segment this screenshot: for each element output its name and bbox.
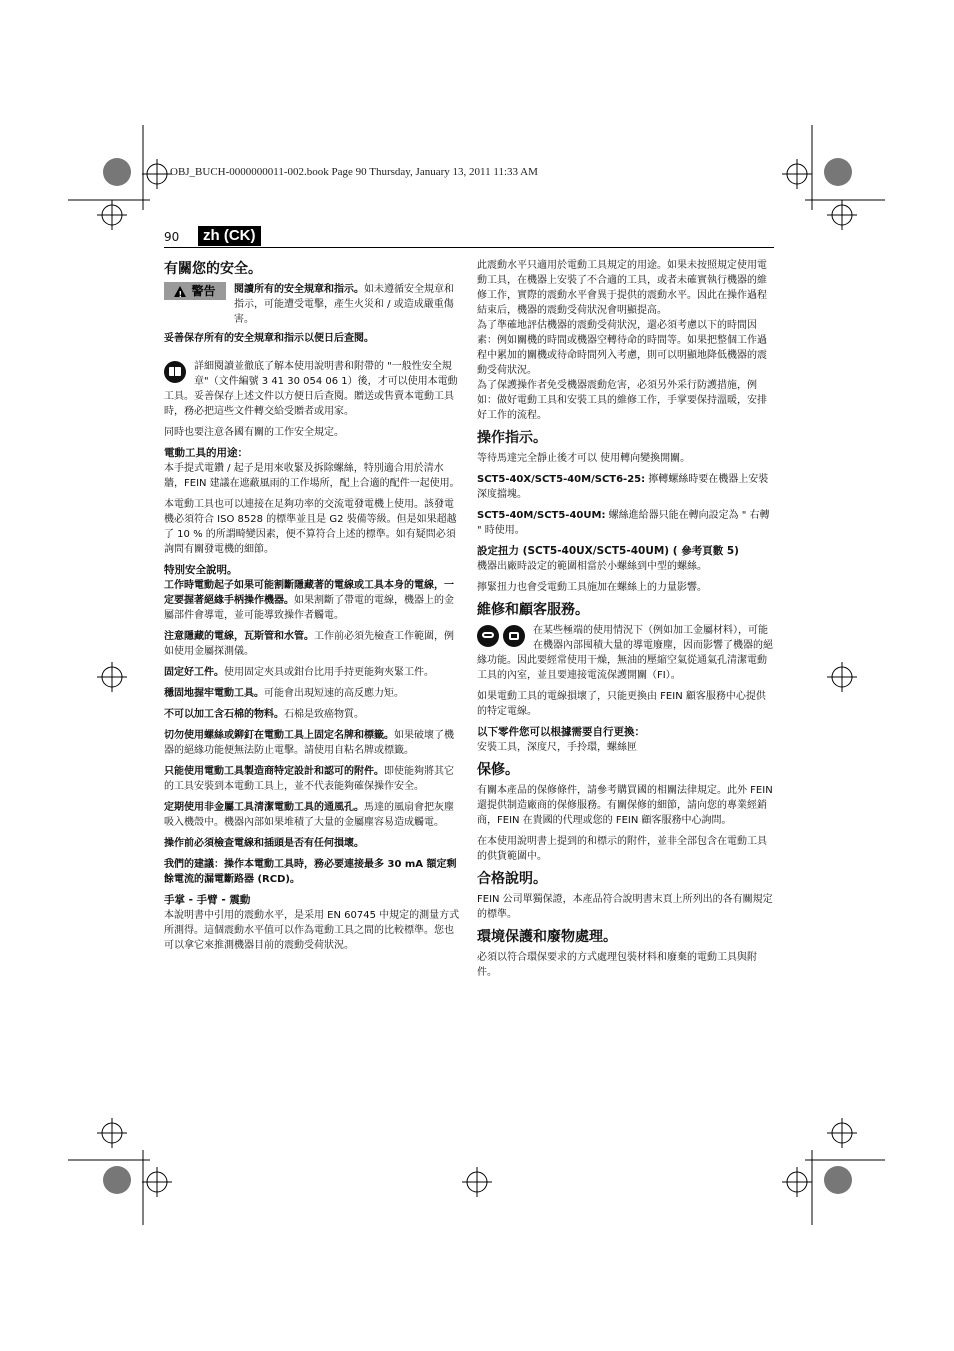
safety-3-bold: 固定好工件。 (164, 667, 224, 678)
warning-triangle-icon (174, 286, 186, 297)
page-number: 90 (164, 230, 180, 244)
vibration-text: 本說明書中引用的震動水平，是采用 EN 60745 中規定的測量方式所測得。這個震動水平值可以作為電動工具之間的比較標準。您也可以拿它來推測機器目前的震動受荷狀況。 (164, 910, 460, 951)
operation-title: 操作指示。 (477, 430, 547, 446)
generator-text: 本電動工具也可以連接在足夠功率的交流電發電機上使用。該發電機必須符合 ISO 8528 的標準並且是 G2 裝備等級。但是如果超越了 10 % 的所謂畸變因素，便不算符合上述的標準。如有疑問必須詢問有關發電機的細節。 (164, 499, 457, 555)
vibration-p2: 為了準確地評估機器的震動受荷狀況，還必須考慮以下的時間因素：例如關機的時間或機器空轉待命的時間等。如果把整個工作過程中累加的關機或待命時間列入考慮，則可以明顯地降低機器的震動受荷狀況。 (477, 320, 767, 376)
operation-p2-bold: SCT5-40X/SCT5-40M/SCT6-25: (477, 474, 646, 485)
safety-5-bold: 不可以加工含石棉的物料。 (164, 709, 284, 720)
read-manual-icon (164, 361, 186, 383)
safety-2-text: 工作前必須先檢查工作範圍，例如使用金屬探測儀。 (164, 631, 454, 657)
intended-use-title: 電動工具的用途： (164, 447, 248, 459)
book-info: OBJ_BUCH-0000000011-002.book Page 90 Thursday, January 13, 2011 11:33 AM (170, 166, 538, 178)
conformity-title: 合格說明。 (477, 871, 547, 887)
vibration-title: 手掌 - 手臂 - 震動 (164, 894, 251, 906)
warning-label: 警告 (191, 283, 216, 298)
manual-text: 詳細閱讀並徹底了解本使用說明書和附帶的 "一般性安全規章"（文件編號 3 41 30 054 06 1）後，才可以使用本電動工具。妥善保存上述文件以方便日后查閱。贈送或售賣本電動工具時，務必把這些文件轉交給受贈者或用家。 (164, 361, 458, 417)
safety-4-text: 可能會出現短速的高反應力矩。 (264, 688, 404, 699)
service-p2: 如果電動工具的電線損壞了，只能更換由 FEIN 顧客服務中心提供的特定電線。 (477, 691, 766, 717)
torque-p1: 機器出廠時設定的範圍相當於小螺絲到中型的螺絲。 (477, 561, 707, 572)
safety-1-text: 如果割斷了帶電的電線，機器上的金屬部件會導電，並可能導致操作者觸電。 (164, 595, 454, 621)
national-rules: 同時也要注意各國有關的工作安全規定。 (164, 427, 344, 438)
vibration-p3: 為了保護操作者免受機器震動危害，必須另外采行防護措施，例如：做好電動工具和安裝工具的維修工作，手掌要保持溫暖，安排好工作的流程。 (477, 380, 767, 421)
warning-text: 如未遵循安全規章和指示，可能遭受電擊，產生火災和 / 或造成嚴重傷害。 (234, 284, 454, 325)
environment-text: 必須以符合環保要求的方式處理包裝材料和廢棄的電動工具與附件。 (477, 952, 757, 978)
right-column (477, 258, 773, 986)
safety-title: 有關您的安全。 (164, 261, 262, 277)
operation-p1: 等待馬達完全靜止後才可以 使用轉向變換開關。 (477, 453, 691, 464)
special-safety-title: 特別安全說明。 (164, 564, 238, 576)
safety-8-text: 馬達的風扇會把灰塵吸入機殼中。機器內部如果堆積了大量的金屬塵容易造成觸電。 (164, 802, 454, 828)
pull-plug-icon (503, 625, 525, 647)
safety-6-text: 如果破壞了機器的絕緣功能便無法防止電擊。請使用自粘名牌或標籤。 (164, 730, 454, 756)
safety-6-bold: 切勿使用螺絲或鉚釘在電動工具上固定名牌和標籤。 (164, 730, 394, 741)
torque-p2: 擰緊扭力也會受電動工具施加在螺絲上的力量影響。 (477, 582, 707, 593)
safety-8-bold: 定期使用非金屬工具清潔電動工具的通風孔。 (164, 802, 364, 813)
warranty-p2: 在本使用說明書上提到的和標示的附件，並非全部包含在電動工具的供貨範圍中。 (477, 836, 767, 862)
torque-title: 設定扭力 (SCT5-40UX/SCT5-40UM) ( 參考頁數 5) (477, 545, 739, 557)
environment-title: 環境保護和廢物處理。 (477, 929, 617, 945)
language-badge: zh (CK) (198, 226, 261, 246)
warranty-p1: 有關本產品的保修條件，請參考購買國的相關法律規定。此外 FEIN 還提供制造廠商的保修服務。有關保修的細節，請向您的專業經銷商，FEIN 在貴國的代理或您的 FEIN 顧客服務中心詢問。 (477, 785, 773, 826)
vibration-p1: 此震動水平只適用於電動工具規定的用途。如果未按照規定使用電動工具，在機器上安裝了不合適的工具，或者未確實執行機器的維修工作，實際的震動水平會異于提供的震動水平。因此在操作過程結束后，機器的震動受荷狀況會明顯提高。 (477, 260, 767, 316)
safety-4-bold: 穩固地握牢電動工具。 (164, 688, 264, 699)
eye-protection-icon (477, 625, 499, 647)
conformity-text: FEIN 公司單獨保證，本產品符合說明書末頁上所列出的各有關規定的標準。 (477, 894, 773, 920)
safety-2-bold: 注意隱藏的電線，瓦斯管和水管。 (164, 631, 314, 642)
safety-7-bold: 只能使用電動工具製造商特定設計和認可的附件。 (164, 766, 384, 777)
warranty-title: 保修。 (477, 762, 519, 778)
operation-p3-text: 螺絲進給器只能在轉向設定為 " 右轉 " 時使用。 (477, 510, 770, 536)
warning-bold: 閱讀所有的安全規章和指示。 (234, 284, 364, 295)
safety-10-bold: 我們的建議：操作本電動工具時，務必要連接最多 30 mA 額定剩餘電流的漏電斷路器 (RCD)。 (164, 859, 457, 885)
parts-text: 安裝工具，深度尺，手拎環，螺絲匣 (477, 742, 637, 753)
header-rule (164, 247, 774, 248)
operation-p3-bold: SCT5-40M/SCT5-40UM: (477, 510, 606, 521)
operation-p2-text: 擰轉螺絲時要在機器上安裝深度擋塊。 (477, 474, 769, 500)
safety-9-bold: 操作前必須檢查電線和插頭是否有任何損壞。 (164, 838, 364, 849)
safety-5-text: 石棉是致癌物質。 (284, 709, 364, 720)
safety-3-text: 使用固定夾具或鉗台比用手持更能夠夾緊工件。 (224, 667, 434, 678)
parts-title: 以下零件您可以根據需要自行更換： (477, 726, 645, 738)
service-title: 維修和顧客服務。 (477, 602, 589, 618)
intended-use-text: 本手提式電鑽 / 起子是用來收緊及拆除螺絲，特別適合用於清水牆，FEIN 建議在遮蔽風雨的工作場所，配上合適的配件一起使用。 (164, 463, 460, 489)
safety-1-bold: 工作時電動起子如果可能割斷隱藏著的電線或工具本身的電線，一定要握著絕緣手柄操作機器。 (164, 580, 454, 606)
warning-block (164, 282, 460, 327)
keep-instructions: 妥善保存所有的安全規章和指示以便日后查閱。 (164, 333, 374, 344)
service-p1: 在某些極端的使用情況下（例如加工金屬材料），可能在機器內部囤積大量的導電廢塵，因而影響了機器的絕緣功能。因此要經常使用干燥，無油的壓縮空氣從通氣孔清潔電動工具的內室，並且要連接電流保護開關（FI）。 (477, 625, 773, 681)
left-column (164, 258, 460, 959)
safety-7-text: 即使能夠將其它的工具安裝到本電動工具上，並不代表能夠確保操作安全。 (164, 766, 454, 792)
warning-badge (164, 282, 226, 300)
